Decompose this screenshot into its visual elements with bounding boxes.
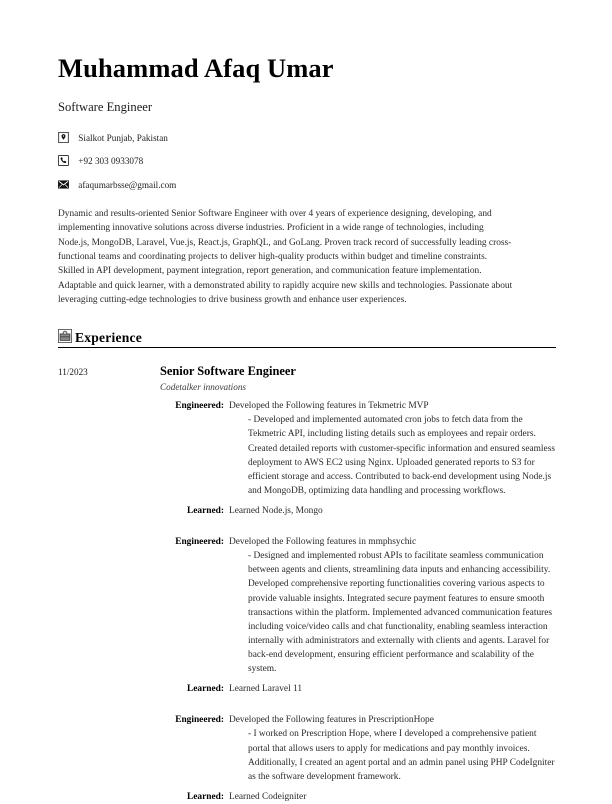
envelope-icon bbox=[58, 179, 69, 190]
experience-entry-header bbox=[58, 364, 556, 379]
experience-block bbox=[58, 399, 556, 518]
engineered-line bbox=[58, 535, 556, 549]
learned-line bbox=[58, 504, 556, 518]
engineered-line bbox=[58, 713, 556, 727]
learned-text: Learned Laravel 11 bbox=[229, 684, 303, 695]
engineered-line bbox=[58, 399, 556, 413]
learned-label: Learned: bbox=[187, 506, 224, 517]
experience-section-header bbox=[58, 329, 556, 344]
contact-email-row bbox=[58, 179, 556, 192]
engineered-detail: - Developed and implemented automated cron jobs to fetch data from the Tekmetric API, including listing details such as employees and repair orders. Created detailed reports with customer-specific information and ensured seamless deployment to AWS EC2 using Nginx. Uploaded generated reports to S3 for efficient storage and access. Contributed to back-end development using Node.js and MongoDB, optimizing data handling and processing workflows. bbox=[248, 415, 555, 496]
learned-text: Learned Node.js, Mongo bbox=[229, 506, 323, 517]
experience-entry-title: Senior Software Engineer bbox=[160, 364, 296, 379]
learned-label: Learned: bbox=[187, 791, 224, 802]
learned-label: Learned: bbox=[187, 684, 224, 695]
experience-block bbox=[58, 713, 556, 804]
experience-block bbox=[58, 535, 556, 696]
learned-text: Learned Codeigniter bbox=[229, 791, 307, 802]
location-pin-icon bbox=[58, 132, 69, 143]
learned-line bbox=[58, 682, 556, 696]
page-title: Muhammad Afaq Umar bbox=[58, 53, 334, 83]
contact-email-text: afaqumarbsse@gmail.com bbox=[78, 179, 177, 190]
contact-block bbox=[58, 132, 556, 192]
contact-phone-text: +92 303 0933078 bbox=[78, 156, 144, 167]
phone-icon bbox=[58, 155, 69, 166]
experience-entry-company: Codetalker innovations bbox=[160, 382, 246, 393]
engineered-label: Engineered: bbox=[175, 715, 224, 726]
engineered-headline: Developed the Following features in Tekmetric MVP bbox=[229, 401, 429, 412]
section-divider bbox=[58, 347, 556, 348]
engineered-detail: - Designed and implemented robust APIs to facilitate seamless communication between agents and clients, streamlining data inputs and enhancing accessibility. Developed comprehensive reporting functionalities covering various aspects to provide valuable insights. Integrated secure payment features to ensure smooth transactions within the platform. Implemented advanced communication features including voice/video calls and chat functionality, enabling seamless interaction internally with administrators and externally with clients and agents. Laravel for back-end development, ensuring efficient performance and scalability of the system. bbox=[248, 551, 553, 675]
contact-phone-row bbox=[58, 155, 556, 168]
engineered-detail: - I worked on Prescription Hope, where I developed a comprehensive patient portal that allows users to apply for medications and pay monthly invoices. Additionally, I created an agent portal and an admin panel using PHP CodeIgniter as the software development framework. bbox=[248, 729, 555, 782]
contact-location-row bbox=[58, 132, 556, 145]
experience-section-title: Experience bbox=[75, 329, 142, 345]
engineered-headline: Developed the Following features in mmphsychic bbox=[229, 537, 417, 548]
job-title-subheading: Software Engineer bbox=[58, 100, 153, 115]
engineered-headline: Developed the Following features in PrescriptionHope bbox=[229, 715, 434, 726]
engineered-label: Engineered: bbox=[175, 537, 224, 548]
professional-summary: Dynamic and results-oriented Senior Software Engineer with over 4 years of experience designing, developing, and implementing innovative solutions across diverse industries. Proficient in a wide range of technologies, including Node.js, MongoDB, Laravel, Vue.js, React.js, GraphQL, and GoLang. Proven track record of successfully leading cross-functional teams and coordinating projects to deliver high-quality products within budget and timeline constraints. Skilled in API development, payment integration, report generation, and communication feature implementation. Adaptable and quick learner, with a demonstrated ability to rapidly acquire new skills and technologies. Passionate about leveraging cutting-edge technologies to drive business growth and enhance user experiences. bbox=[58, 209, 513, 305]
experience-section bbox=[58, 329, 556, 804]
experience-entry bbox=[58, 364, 556, 804]
contact-location-text: Sialkot Punjab, Pakistan bbox=[78, 133, 168, 144]
experience-entry-date: 11/2023 bbox=[58, 367, 88, 378]
briefcase-icon bbox=[58, 329, 72, 343]
engineered-label: Engineered: bbox=[175, 401, 224, 412]
